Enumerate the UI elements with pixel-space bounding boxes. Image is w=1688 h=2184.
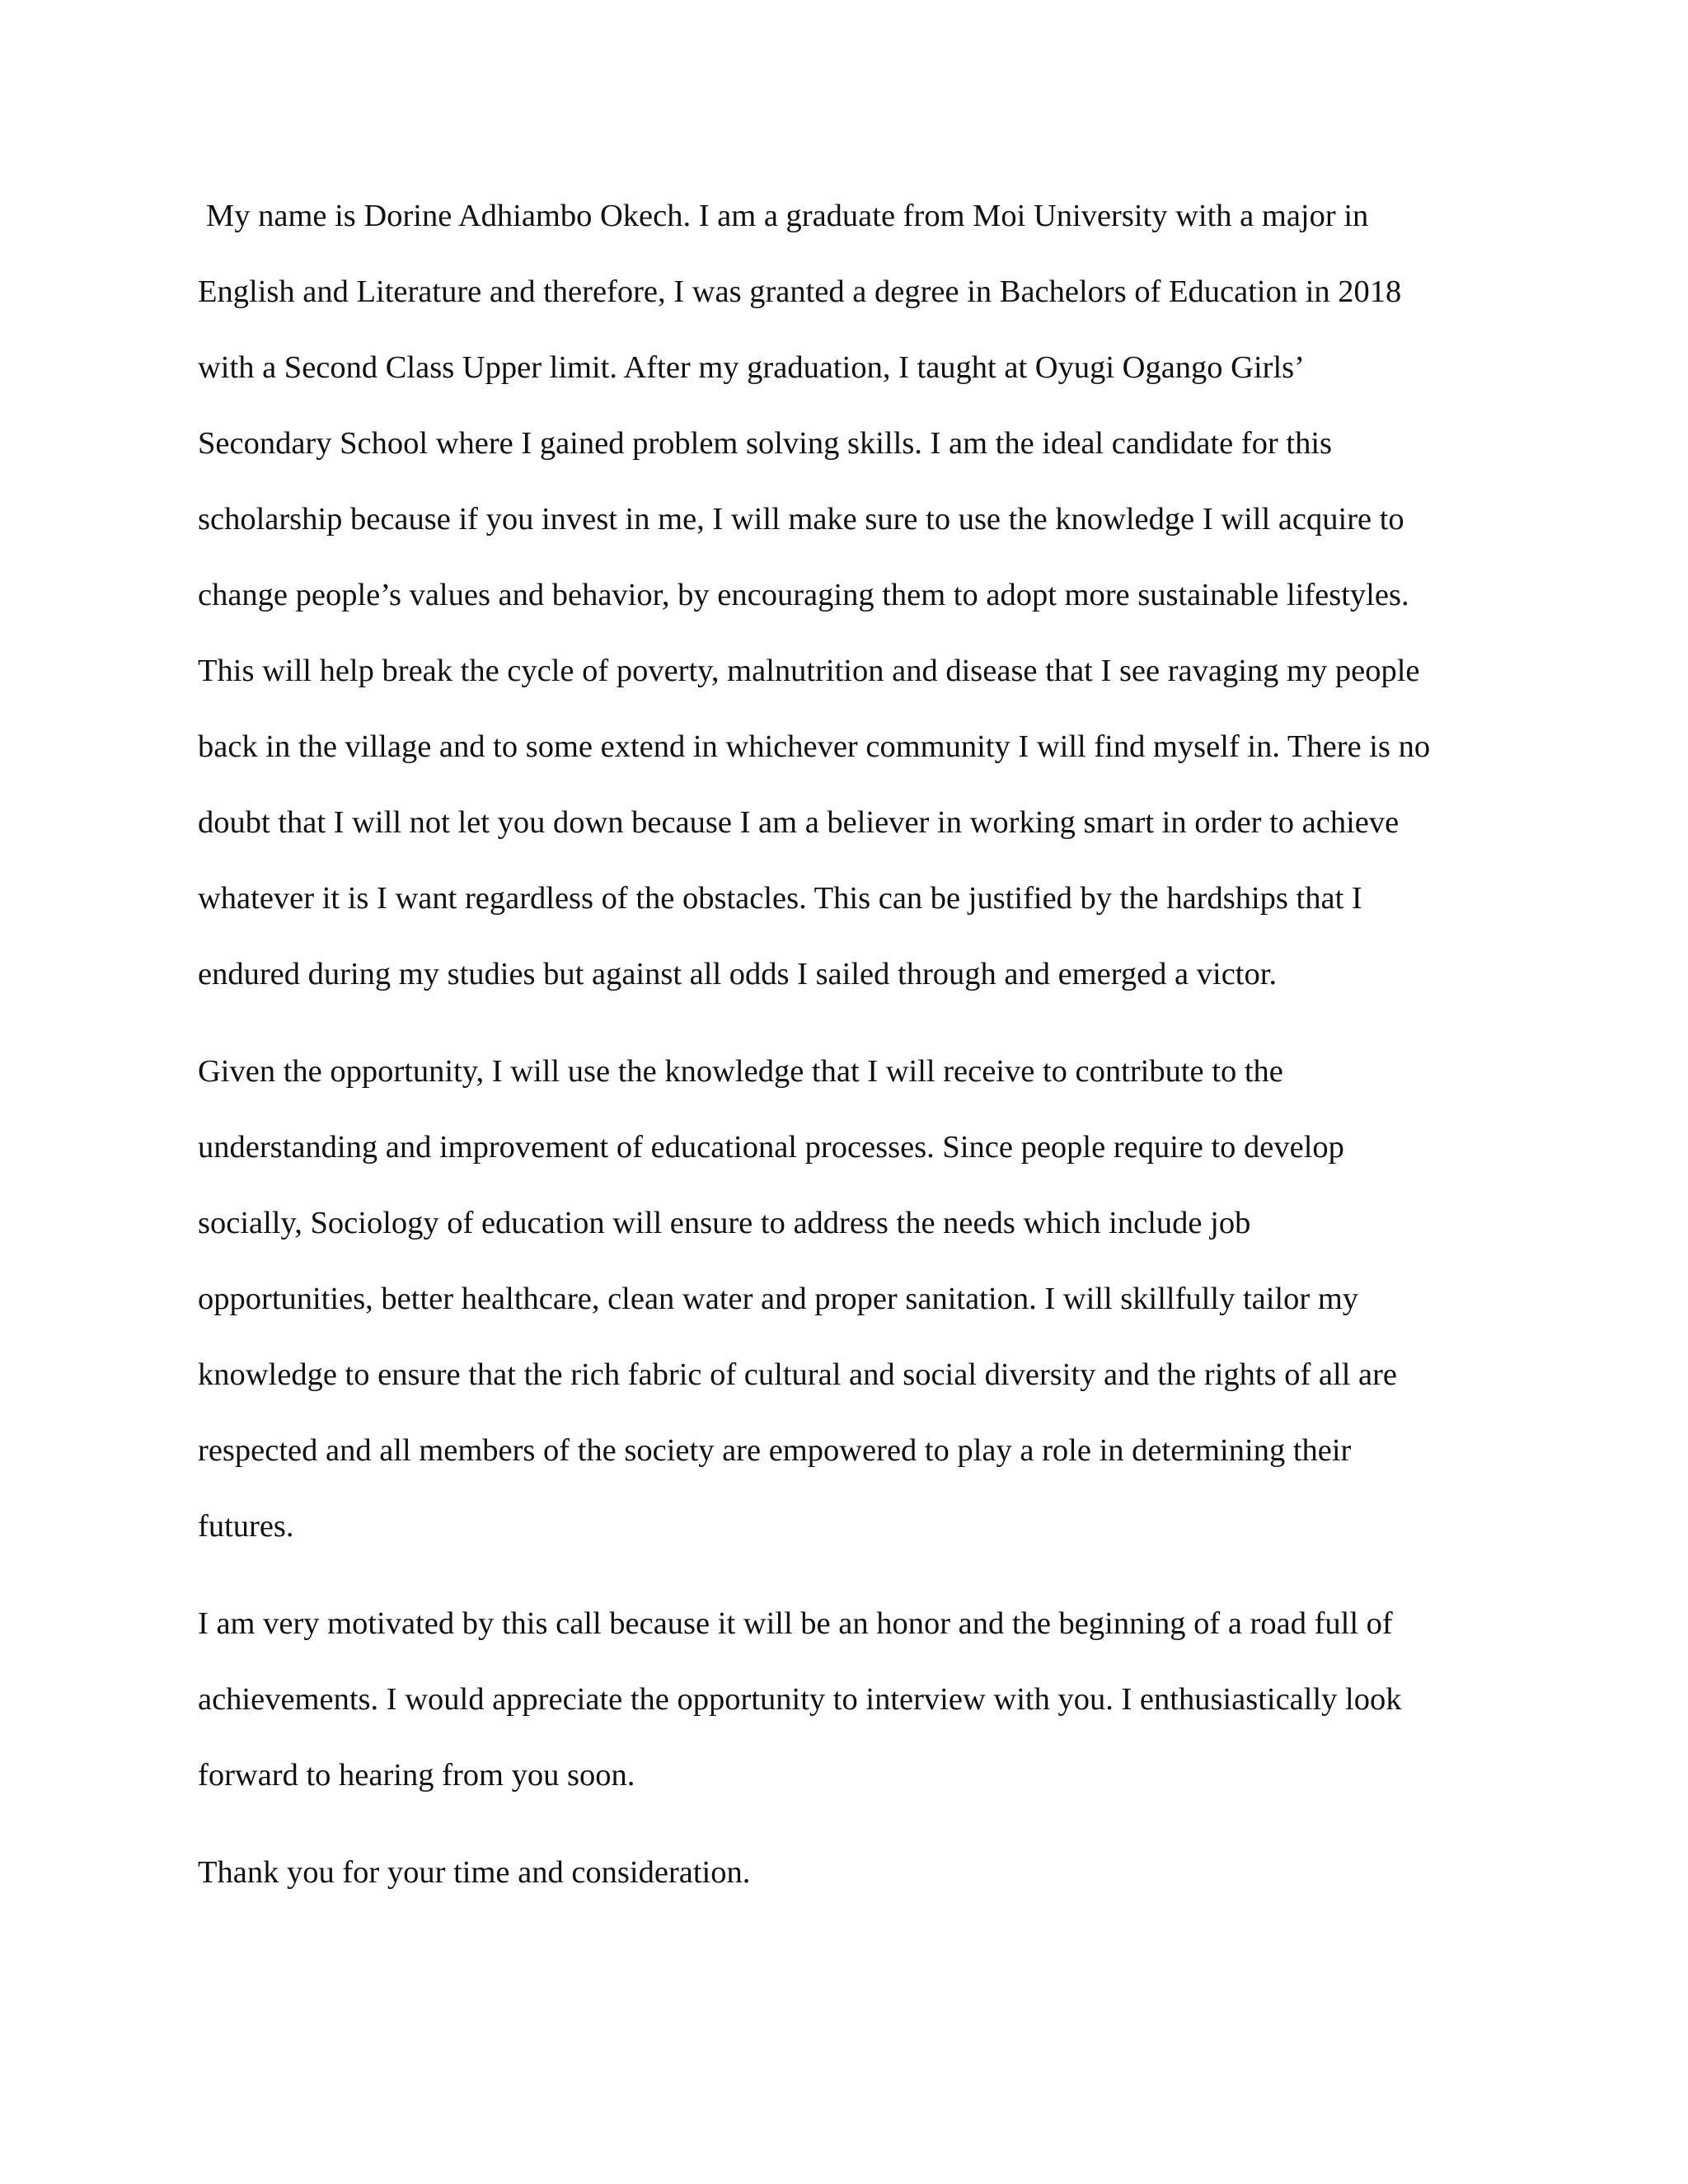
text-line: knowledge to ensure that the rich fabric of cultural and social diversity and the rights of all are: [198, 1357, 1398, 1392]
paragraph-closing: [198, 1846, 1484, 1922]
text-line: forward to hearing from you soon.: [198, 1758, 635, 1793]
text-line: scholarship because if you invest in me, I will make sure to use the knowledge I will acquire to: [198, 502, 1404, 537]
text-line: My name is Dorine Adhiambo Okech. I am a graduate from Moi University with a major in: [206, 199, 1369, 233]
text-line: with a Second Class Upper limit. After my graduation, I taught at Oyugi Ogango Girls’: [198, 350, 1305, 385]
text-line: whatever it is I want regardless of the obstacles. This can be justified by the hardships that I: [198, 881, 1362, 916]
paragraph-contribution: [198, 1045, 1484, 1576]
text-line: Thank you for your time and consideration.: [198, 1855, 751, 1890]
text-line: change people’s values and behavior, by encouraging them to adopt more sustainable lifestyles.: [198, 578, 1409, 612]
paragraph-motivation: [198, 1597, 1484, 1825]
text-line: Given the opportunity, I will use the knowledge that I will receive to contribute to the: [198, 1054, 1283, 1089]
text-line: achievements. I would appreciate the opportunity to interview with you. I enthusiastically look: [198, 1682, 1402, 1717]
text-line: Secondary School where I gained problem solving skills. I am the ideal candidate for this: [198, 426, 1333, 461]
text-line: socially, Sociology of education will ensure to address the needs which include job: [198, 1206, 1251, 1240]
text-line: respected and all members of the society are empowered to play a role in determining their: [198, 1433, 1352, 1468]
paragraph-introduction: [198, 190, 1484, 1024]
text-line: opportunities, better healthcare, clean water and proper sanitation. I will skillfully tailor my: [198, 1282, 1359, 1316]
text-line: endured during my studies but against all odds I sailed through and emerged a victor.: [198, 957, 1278, 991]
text-line: doubt that I will not let you down because I am a believer in working smart in order to achieve: [198, 805, 1400, 840]
text-line: This will help break the cycle of poverty, malnutrition and disease that I see ravaging my people: [198, 654, 1420, 688]
text-line: I am very motivated by this call because it will be an honor and the beginning of a road full of: [198, 1606, 1393, 1641]
text-line: understanding and improvement of educational processes. Since people require to develop: [198, 1130, 1344, 1165]
letter-body: [198, 190, 1484, 1922]
text-line: futures.: [198, 1509, 294, 1544]
text-line: back in the village and to some extend in whichever community I will find myself in. There is no: [198, 729, 1431, 764]
text-line: English and Literature and therefore, I was granted a degree in Bachelors of Education in 2018: [198, 274, 1402, 309]
